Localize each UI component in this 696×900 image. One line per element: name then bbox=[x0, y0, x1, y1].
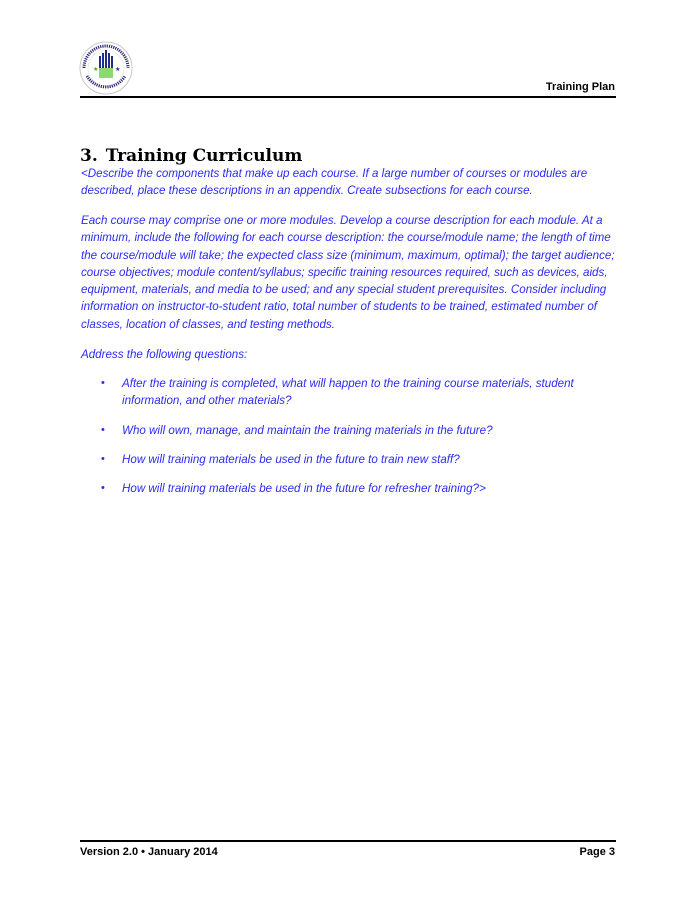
list-item bbox=[81, 422, 616, 439]
list-item bbox=[81, 451, 616, 468]
section-heading bbox=[80, 146, 302, 166]
bullet-icon: • bbox=[101, 482, 105, 495]
instruction-paragraph-2: Each course may comprise one or more modules. Develop a course description for each module. At a minimum, include the following for each course description: the course/module name; the length of time the course/module will take; the expected class size (minimum, maximum, optimal); the target audience; course objectives; module content/syllabus; specific training resources required, such as devices, aids, equipment, materials, and media to be used; and any special student prerequisites. Consider including information on instructor-to-student ratio, total number of students to be trained, estimated number of classes, location of classes, and testing methods. bbox=[81, 214, 615, 331]
section-number: 3. bbox=[80, 146, 98, 166]
question-text: Who will own, manage, and maintain the training materials in the future? bbox=[122, 423, 493, 437]
instruction-paragraph-3: Address the following questions: bbox=[81, 348, 248, 361]
list-item bbox=[81, 480, 616, 497]
bullet-icon: • bbox=[101, 452, 105, 465]
hud-seal-icon bbox=[78, 40, 134, 96]
section-title: Training Curriculum bbox=[105, 146, 303, 166]
svg-text:★: ★ bbox=[93, 66, 99, 73]
footer-rule bbox=[80, 840, 616, 842]
question-text: How will training materials be used in the future to train new staff? bbox=[122, 452, 460, 466]
bullet-icon: • bbox=[101, 423, 105, 436]
question-text: After the training is completed, what will happen to the training course materials, student information, and other materials? bbox=[122, 377, 574, 408]
footer-page-number: Page 3 bbox=[579, 846, 615, 858]
bullet-icon: • bbox=[101, 377, 105, 389]
question-text: How will training materials be used in the future for refresher training?> bbox=[122, 482, 486, 496]
list-item bbox=[81, 375, 616, 410]
svg-text:★: ★ bbox=[115, 66, 121, 73]
instruction-paragraph-1: <Describe the components that make up each course. If a large number of courses or modules are described, place these descriptions in an appendix. Create subsections for each course. bbox=[81, 167, 588, 198]
header-title: Training Plan bbox=[545, 81, 615, 93]
questions-list bbox=[81, 375, 616, 509]
hud-seal-logo bbox=[78, 40, 134, 96]
header-rule bbox=[80, 96, 616, 98]
footer-version: Version 2.0 • January 2014 bbox=[80, 846, 218, 858]
